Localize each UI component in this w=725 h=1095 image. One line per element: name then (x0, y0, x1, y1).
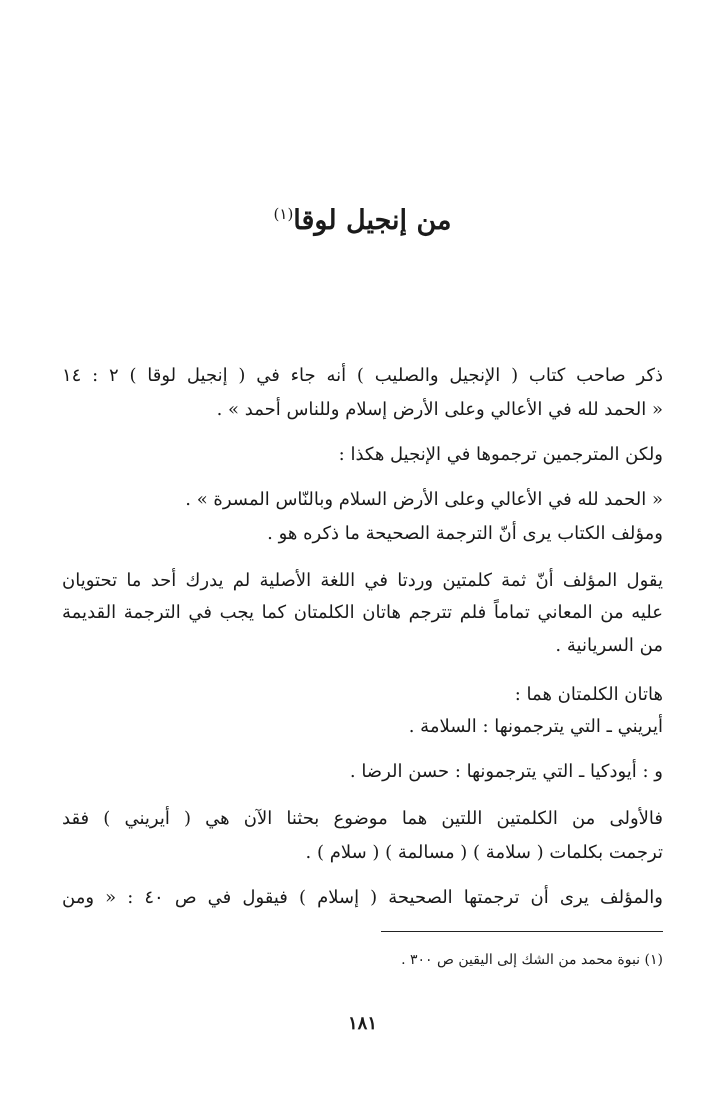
text-line: ذكر صاحب كتاب ( الإنجيل والصليب ) أنه جاء في ( إنجيل لوقا ) ٢ : ١٤ (62, 365, 663, 386)
text-line: و : أيودكيا ـ التي يترجمونها : حسن الرضا . (349, 761, 663, 782)
footnote-text: (١) نبوة محمد من الشك إلى اليقين ص ٣٠٠ . (401, 952, 663, 968)
footnote-divider (381, 931, 663, 932)
text-line: والمؤلف يرى أن ترجمتها الصحيحة ( إسلام ) فيقول في ص ٤٠ : « ومن (62, 887, 663, 908)
text-line: « الحمد لله في الأعالي وعلى الأرض إسلام وللناس أحمد » . (216, 399, 663, 420)
text-line: ولكن المترجمين ترجموها في الإنجيل هكذا : (338, 444, 663, 465)
text-line: عليه من المعاني تماماً فلم تترجم هاتان الكلمتان كما يجب في الترجمة القديمة (62, 602, 663, 623)
page-number: ١٨١ (347, 1013, 377, 1034)
footnote-marker: (١) (273, 205, 294, 223)
chapter-title-text: من إنجيل لوقا (293, 205, 452, 236)
text-line: ترجمت بكلمات ( سلامة ) ( مسالمة ) ( سلام ) . (305, 842, 663, 863)
text-line: ومؤلف الكتاب يرى أنّ الترجمة الصحيحة ما ذكره هو . (267, 523, 663, 544)
text-line: أيريني ـ التي يترجمونها : السلامة . (408, 716, 663, 737)
text-line: هاتان الكلمتان هما : (514, 684, 663, 705)
text-line: « الحمد لله في الأعالي وعلى الأرض السلام وبالنّاس المسرة » . (185, 489, 663, 510)
chapter-title (0, 205, 725, 236)
text-line: فالأولى من الكلمتين اللتين هما موضوع بحثنا الآن هي ( أيريني ) فقد (62, 808, 663, 829)
text-line: من السريانية . (555, 635, 663, 656)
text-line: يقول المؤلف أنّ ثمة كلمتين وردتا في اللغة الأصلية لم يدرك أحد ما تحتويان (62, 570, 663, 591)
